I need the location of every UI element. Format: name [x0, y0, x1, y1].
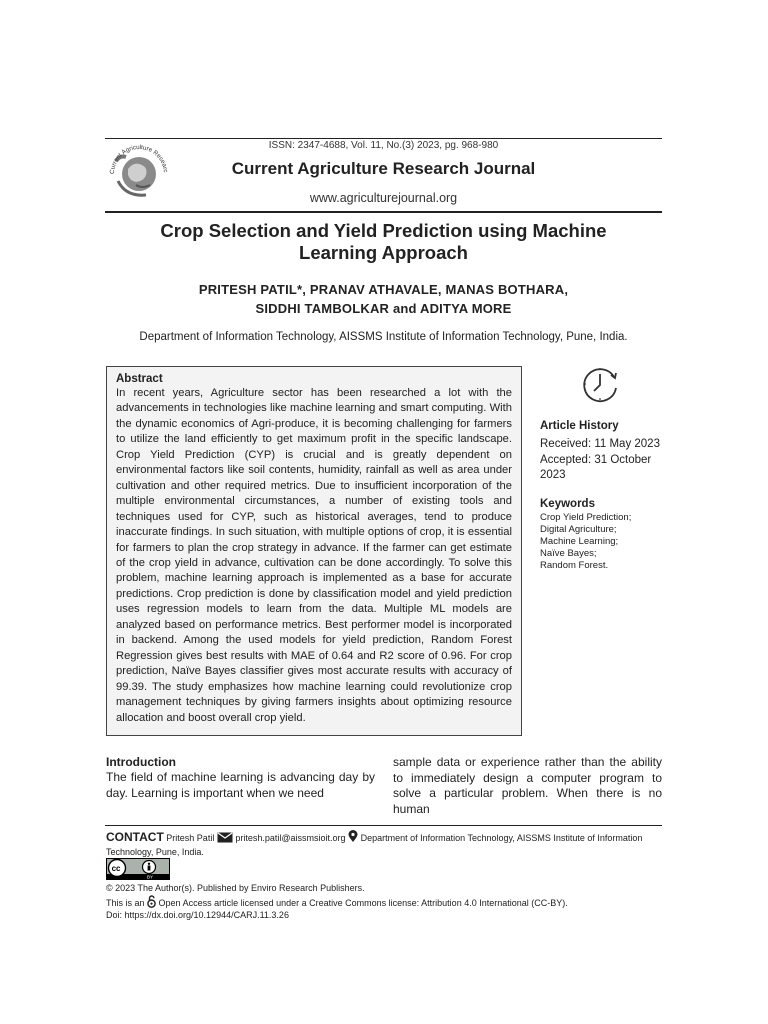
introduction-right-column: sample data or experience rather than the ability to immediately design a computer program to solve a particular problem. When there is no human — [393, 755, 662, 816]
license-line — [106, 895, 568, 908]
license-prefix: This is an — [106, 898, 145, 908]
doi-link[interactable]: Doi: https://dx.doi.org/10.12944/CARJ.11.3.26 — [106, 910, 289, 920]
email-icon — [217, 832, 233, 843]
introduction-heading: Introduction — [106, 755, 176, 769]
journal-name: Current Agriculture Research Journal — [231, 159, 536, 178]
copyright-line: © 2023 The Author(s). Published by Enviro Research Publishers. — [106, 883, 365, 893]
header-bottom-rule — [105, 211, 662, 213]
location-pin-icon — [348, 830, 358, 843]
journal-website-link[interactable]: www.agriculturejournal.org — [309, 191, 458, 205]
introduction-left-column: The field of machine learning is advancing day by day. Learning is important when we need — [106, 770, 375, 800]
keyword-item: Naïve Bayes; — [540, 548, 597, 559]
svg-text:cc: cc — [111, 864, 121, 873]
contact-name: Pritesh Patil — [166, 833, 215, 843]
accepted-date-line-1: Accepted: 31 October — [540, 454, 652, 466]
logo-text: Current Agriculture Researc — [108, 143, 169, 175]
clock-history-icon — [580, 364, 620, 404]
keyword-item: Machine Learning; — [540, 536, 619, 547]
open-access-icon — [147, 895, 156, 908]
header-top-rule — [105, 138, 662, 139]
cc-by-label: BY — [147, 874, 154, 880]
keywords-heading: Keywords — [540, 498, 595, 510]
authors-line-1: PRITESH PATIL*, PRANAV ATHAVALE, MANAS BOTHARA, — [198, 282, 569, 297]
paper-title: Crop Selection and Yield Prediction using Machine Learning Approach — [160, 220, 607, 263]
contact-label: CONTACT — [106, 830, 164, 844]
keyword-item: Digital Agriculture; — [540, 524, 617, 535]
authors-line-2: SIDDHI TAMBOLKAR and ADITYA MORE — [255, 301, 512, 316]
abstract-heading: Abstract — [116, 373, 163, 385]
abstract-box — [106, 366, 522, 736]
author-list — [120, 280, 647, 318]
cc-by-license-badge[interactable] — [106, 858, 170, 880]
affiliation: Department of Information Technology, AISSMS Institute of Information Technology, Pune, India. — [139, 331, 628, 343]
keyword-list — [540, 512, 631, 572]
contact-address: Department of Information Technology, AISSMS Institute of Information Technology, Pune, India. — [106, 833, 643, 857]
abstract-text: In recent years, Agriculture sector has been researched a lot with the advancements in technologies like machine learning and smart computing. With the dynamic economics of Agri-produce, it is becoming challenging for farmers to utilize the land efficiently to get maximum profit in the specific landscape. Crop Yield Prediction (CYP) is crucial and is greatly dependent on environmental factors like soil contents, humidity, rainfall as well as area under cultivation and other required metrics. Due to insufficient incorporation of the multiple environmental circumstances, a number of existing tools and techniques used for CYP, such as historical averages, tend to produce inaccurate findings. In such situation, with multiple options of crop, it is essential for farmers to plan the crop strategy in advance. If the farmer can get estimate of the crop yield in advance, cultivation can be done accordingly. To solve this problem, machine learning approach is implemented as a base for accurate predictions. Crop prediction is done by classification model and yield prediction uses regression models to learn from the data. Multiple ML models are analyzed based on performance metrics. Best performer model is incorporated in backend. Among the used models for yield prediction, Random Forest Regression gives best results with MAE of 0.64 and R2 score of 0.96. For crop prediction, Naïve Bayes classifier gives most accurate results with accuracy of 99.39. The study emphasizes how machine learning could revolutionize crop management techniques by giving farmers insights about optimizing resource allocation and boost overall crop yield. — [116, 387, 512, 724]
contact-block — [106, 830, 663, 859]
accepted-date-line-2: 2023 — [540, 469, 566, 481]
keyword-item: Crop Yield Prediction; — [540, 512, 632, 523]
contact-email-link[interactable]: pritesh.patil@aissmsioit.org — [235, 833, 346, 843]
footer-rule — [105, 825, 662, 826]
article-history-heading: Article History — [540, 420, 619, 432]
received-date: Received: 11 May 2023 — [540, 438, 660, 450]
license-text: Open Access article licensed under a Creative Commons license: Attribution 4.0 International (CC-BY). — [158, 898, 568, 908]
issn-line: ISSN: 2347-4688, Vol. 11, No.(3) 2023, pg. 968-980 — [268, 140, 499, 151]
keyword-item: Random Forest. — [540, 560, 609, 571]
